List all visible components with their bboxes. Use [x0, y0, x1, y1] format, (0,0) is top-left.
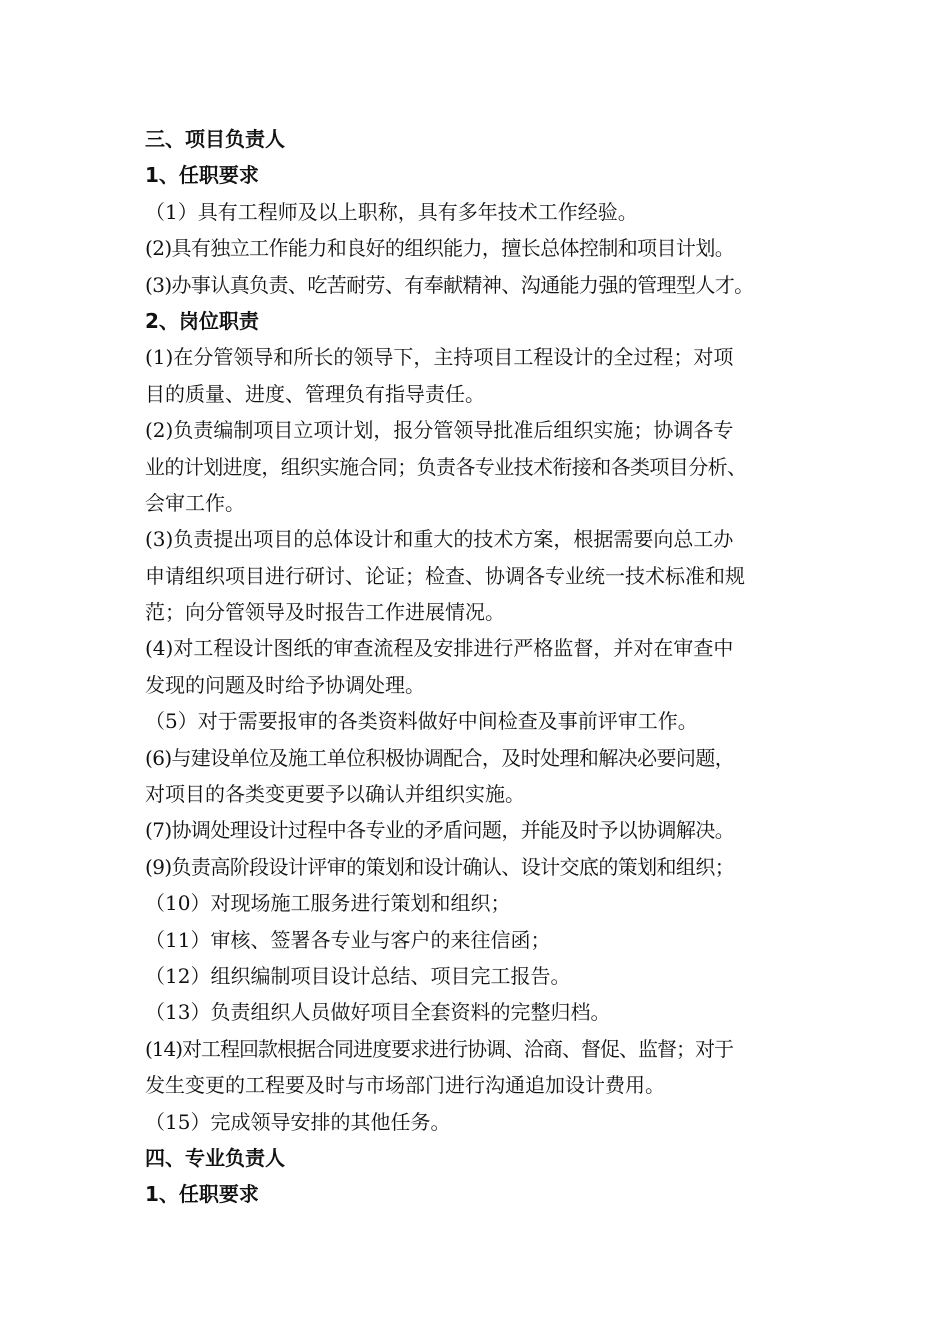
paragraph-line: 业的计划进度，组织实施合同；负责各专业技术衔接和各类项目分析、	[145, 454, 747, 479]
document-body	[145, 121, 825, 1213]
paragraph-line: （1）具有工程师及以上职称，具有多年技术工作经验。	[145, 199, 638, 224]
paragraph-line: （15）完成领导安排的其他任务。	[145, 1109, 451, 1134]
paragraph-line: (2)负责编制项目立项计划，报分管领导批准后组织实施；协调各专	[145, 418, 734, 443]
section-heading-discipline-lead: 四、专业负责人	[145, 1145, 285, 1170]
paragraph-line: 对项目的各类变更要予以确认并组织实施。	[145, 782, 525, 807]
paragraph-line: （12）组织编制项目设计总结、项目完工报告。	[145, 963, 571, 988]
paragraph-line: (6)与建设单位及施工单位积极协调配合，及时处理和解决必要问题，	[145, 745, 735, 770]
subheading-requirements: 1、任职要求	[145, 163, 259, 188]
paragraph-line: 会审工作。	[145, 490, 245, 515]
paragraph-line: （10）对现场施工服务进行策划和组织；	[145, 891, 511, 916]
paragraph-line: 范；向分管领导及时报告工作进展情况。	[145, 600, 505, 625]
paragraph-line: (3)办事认真负责、吃苦耐劳、有奉献精神、沟通能力强的管理型人才。	[145, 272, 754, 297]
paragraph-line: （5）对于需要报审的各类资料做好中间检查及事前评审工作。	[145, 709, 698, 734]
paragraph-line: (9)负责高阶段设计评审的策划和设计确认、设计交底的策划和组织；	[145, 854, 735, 879]
paragraph-line: （11）审核、签署各专业与客户的来往信函；	[145, 927, 551, 952]
paragraph-line: (1)在分管领导和所长的领导下，主持项目工程设计的全过程；对项	[145, 345, 734, 370]
paragraph-line: (2)具有独立工作能力和良好的组织能力，擅长总体控制和项目计划。	[145, 236, 735, 261]
paragraph-line: (3)负责提出项目的总体设计和重大的技术方案，根据需要向总工办	[145, 527, 734, 552]
subheading-duties: 2、岗位职责	[145, 308, 259, 333]
paragraph-line: 发生变更的工程要及时与市场部门进行沟通追加设计费用。	[145, 1073, 665, 1098]
paragraph-line: 目的质量、进度、管理负有指导责任。	[145, 381, 485, 406]
paragraph-line: 申请组织项目进行研讨、论证；检查、协调各专业统一技术标准和规	[145, 563, 745, 588]
subheading-requirements: 1、任职要求	[145, 1182, 259, 1207]
section-heading-project-lead: 三、项目负责人	[145, 127, 285, 151]
paragraph-line: （13）负责组织人员做好项目全套资料的完整归档。	[145, 1000, 611, 1025]
paragraph-line: (4)对工程设计图纸的审查流程及安排进行严格监督，并对在审查中	[145, 636, 734, 661]
paragraph-line: (7)协调处理设计过程中各专业的矛盾问题，并能及时予以协调解决。	[145, 818, 735, 843]
paragraph-line: (14)对工程回款根据合同进度要求进行协调、洽商、督促、监督；对于	[145, 1036, 734, 1061]
paragraph-line: 发现的问题及时给予协调处理。	[145, 672, 425, 697]
